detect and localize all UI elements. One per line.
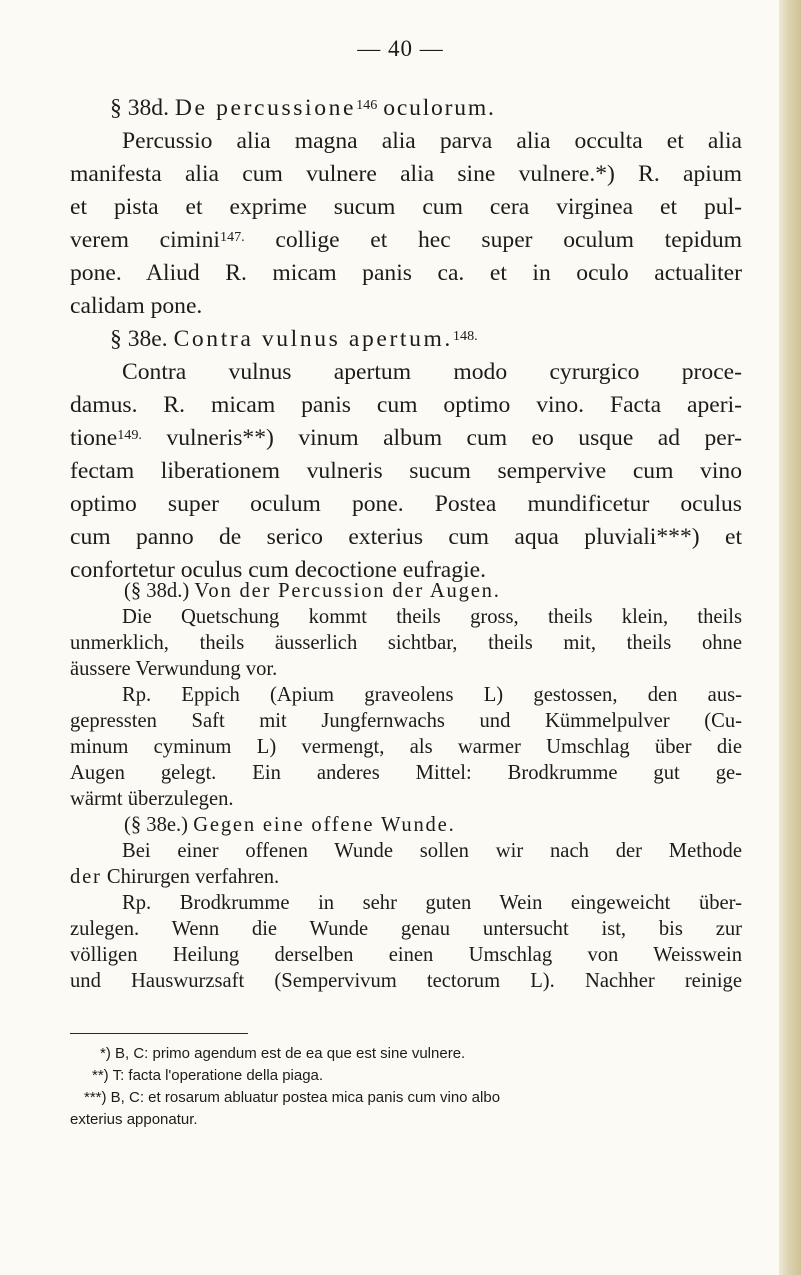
text-line <box>70 224 742 257</box>
text-fragment: collige et hec super oculum tepidum <box>244 227 743 253</box>
text-line: Bei einer offenen Wunde sollen wir nach der Methode <box>122 840 742 862</box>
footnote: ***) B, C: et rosarum abluatur postea mica panis cum vino albo <box>84 1089 501 1106</box>
paragraph-number: § 38d. <box>110 95 169 121</box>
text-line: optimo super oculum pone. Postea mundificetur oculus <box>70 491 742 517</box>
heading-38d-german <box>124 578 796 604</box>
page-number: — 40 — <box>357 36 444 61</box>
text-fragment: vulneris**) vinum album cum eo usque ad per- <box>141 425 742 451</box>
text-line: manifesta alia cum vulnere alia sine vulnere.*) R. apium <box>70 161 742 187</box>
note-marker: 147. <box>219 229 245 245</box>
text-line: zulegen. Wenn die Wunde genau untersucht ist, bis zur <box>70 918 742 940</box>
text-line: fectam liberationem vulneris sucum sempervive cum vino <box>70 458 742 484</box>
text-line: Rp. Eppich (Apium graveolens L) gestossen, den aus- <box>122 684 742 706</box>
text-fragment: tione <box>70 425 118 451</box>
note-marker: 146 <box>356 97 378 113</box>
text-line: wärmt überzulegen. <box>70 788 234 810</box>
text-line: Die Quetschung kommt theils gross, theils klein, theils <box>122 606 742 628</box>
heading-38e-german <box>124 812 796 838</box>
text-line: Augen gelegt. Ein anderes Mittel: Brodkrumme gut ge- <box>70 762 742 784</box>
section-title: De percussione <box>174 95 357 121</box>
section-title: Von der Percussion der Augen. <box>194 580 501 602</box>
footnote: **) T: facta l'operatione della piaga. <box>92 1067 324 1084</box>
text-line <box>70 422 742 455</box>
text-line: Percussio alia magna alia parva alia occulta et alia <box>122 128 742 154</box>
heading-38e-latin <box>110 323 782 356</box>
page-edge-shadow <box>779 0 801 1275</box>
text-line: Contra vulnus apertum modo cyrurgico proce- <box>122 359 742 385</box>
paragraph-number: (§ 38e.) <box>124 814 189 836</box>
section-title: Contra vulnus apertum. <box>173 326 453 352</box>
text-line: pone. Aliud R. micam panis ca. et in oculo actualiter <box>70 260 742 286</box>
paragraph-number: § 38e. <box>110 326 168 352</box>
text-line: gepressten Saft mit Jungfernwachs und Kümmelpulver (Cu- <box>70 710 742 732</box>
footnote: *) B, C: primo agendum est de ea que est sine vulnere. <box>100 1045 466 1062</box>
text-fragment: der <box>70 866 102 888</box>
text-line: et pista et exprime sucum cum cera virginea et pul- <box>70 194 742 220</box>
text-line: minum cyminum L) vermengt, als warmer Umschlag über die <box>70 736 742 758</box>
text-line: völligen Heilung derselben einen Umschlag von Weisswein <box>70 944 742 966</box>
heading-38d-latin <box>110 92 782 125</box>
text-line: cum panno de serico exterius cum aqua pluviali***) et <box>70 524 742 550</box>
text-line <box>70 864 742 890</box>
text-line: confortetur oculus cum decoctione eufragie. <box>70 557 486 583</box>
text-line: und Hauswurzsaft (Sempervivum tectorum L). Nachher reinige <box>70 970 742 992</box>
text-line: unmerklich, theils äusserlich sichtbar, theils mit, theils ohne <box>70 632 742 654</box>
note-marker: 149. <box>117 427 142 443</box>
text-line: Rp. Brodkrumme in sehr guten Wein eingeweicht über- <box>122 892 742 914</box>
text-line: damus. R. micam panis cum optimo vino. Facta aperi- <box>70 392 742 418</box>
text-line: calidam pone. <box>70 293 203 319</box>
note-marker: 148. <box>452 328 478 344</box>
text-line: äussere Verwundung vor. <box>70 658 278 680</box>
paragraph-number: (§ 38d.) <box>124 580 190 602</box>
section-title-end: oculorum. <box>383 95 496 121</box>
text-fragment: verem cimini <box>70 227 220 253</box>
footnote: exterius apponatur. <box>70 1111 198 1128</box>
footnote-divider <box>70 1033 248 1034</box>
text-fragment: Chirurgen verfahren. <box>101 866 280 888</box>
section-title: Gegen eine offene Wunde. <box>193 814 456 836</box>
